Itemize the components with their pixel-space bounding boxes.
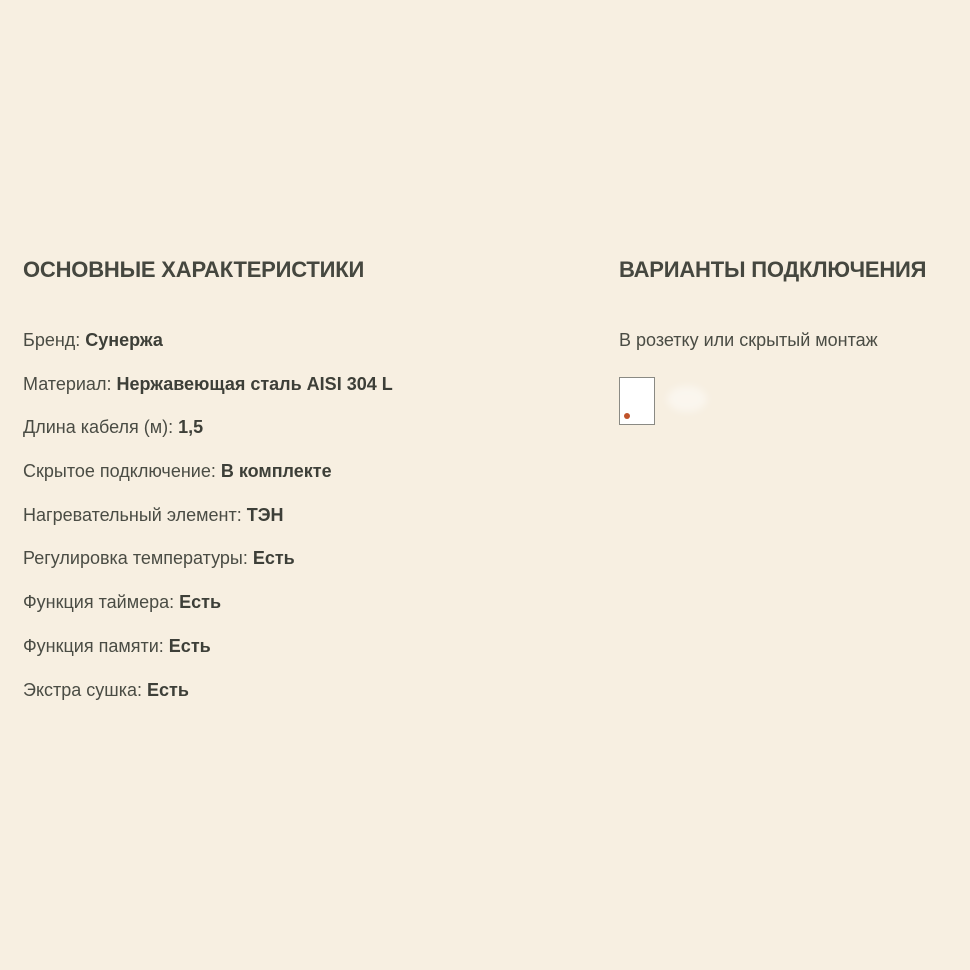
- spec-label: Нагревательный элемент:: [23, 504, 247, 525]
- spec-value: Есть: [179, 592, 222, 613]
- spec-row-temperature-control: [23, 546, 393, 590]
- spec-label: Экстра сушка:: [23, 679, 148, 700]
- spec-row-extra-dry: [23, 678, 393, 722]
- spec-value: Нержавеющая сталь AISI 304 L: [116, 373, 393, 394]
- spec-row-brand: [23, 328, 393, 372]
- spec-row-hidden-connection: [23, 459, 393, 503]
- spec-value: ТЭН: [246, 504, 284, 525]
- spec-row-heating-element: [23, 503, 393, 547]
- spec-row-material: [23, 372, 393, 416]
- faded-graphic: [667, 386, 707, 412]
- socket-dot-icon: [624, 413, 630, 419]
- spec-label: Функция таймера:: [23, 592, 180, 613]
- spec-value: Сунержа: [85, 330, 163, 350]
- spec-label: Скрытое подключение:: [23, 461, 221, 482]
- spec-label: Функция памяти:: [23, 635, 169, 656]
- spec-list: [23, 328, 393, 721]
- connection-section: [619, 254, 964, 350]
- spec-row-memory: [23, 634, 393, 678]
- connection-description: В розетку или скрытый монтаж: [619, 330, 878, 350]
- spec-label: Бренд:: [23, 330, 86, 350]
- connection-title: ВАРИАНТЫ ПОДКЛЮЧЕНИЯ: [619, 257, 927, 282]
- spec-label: Длина кабеля (м):: [23, 417, 179, 438]
- spec-row-timer: [23, 590, 393, 634]
- characteristics-section: [23, 254, 583, 700]
- socket-connection-icon: [619, 377, 655, 425]
- spec-row-cable-length: [23, 415, 393, 459]
- spec-label: Материал:: [23, 373, 117, 394]
- spec-value: 1,5: [178, 417, 204, 438]
- spec-label: Регулировка температуры:: [23, 548, 253, 569]
- spec-value: В комплекте: [220, 461, 332, 482]
- spec-value: Есть: [168, 635, 211, 656]
- spec-value: Есть: [252, 548, 295, 569]
- characteristics-title: ОСНОВНЫЕ ХАРАКТЕРИСТИКИ: [23, 257, 365, 282]
- spec-value: Есть: [147, 679, 189, 700]
